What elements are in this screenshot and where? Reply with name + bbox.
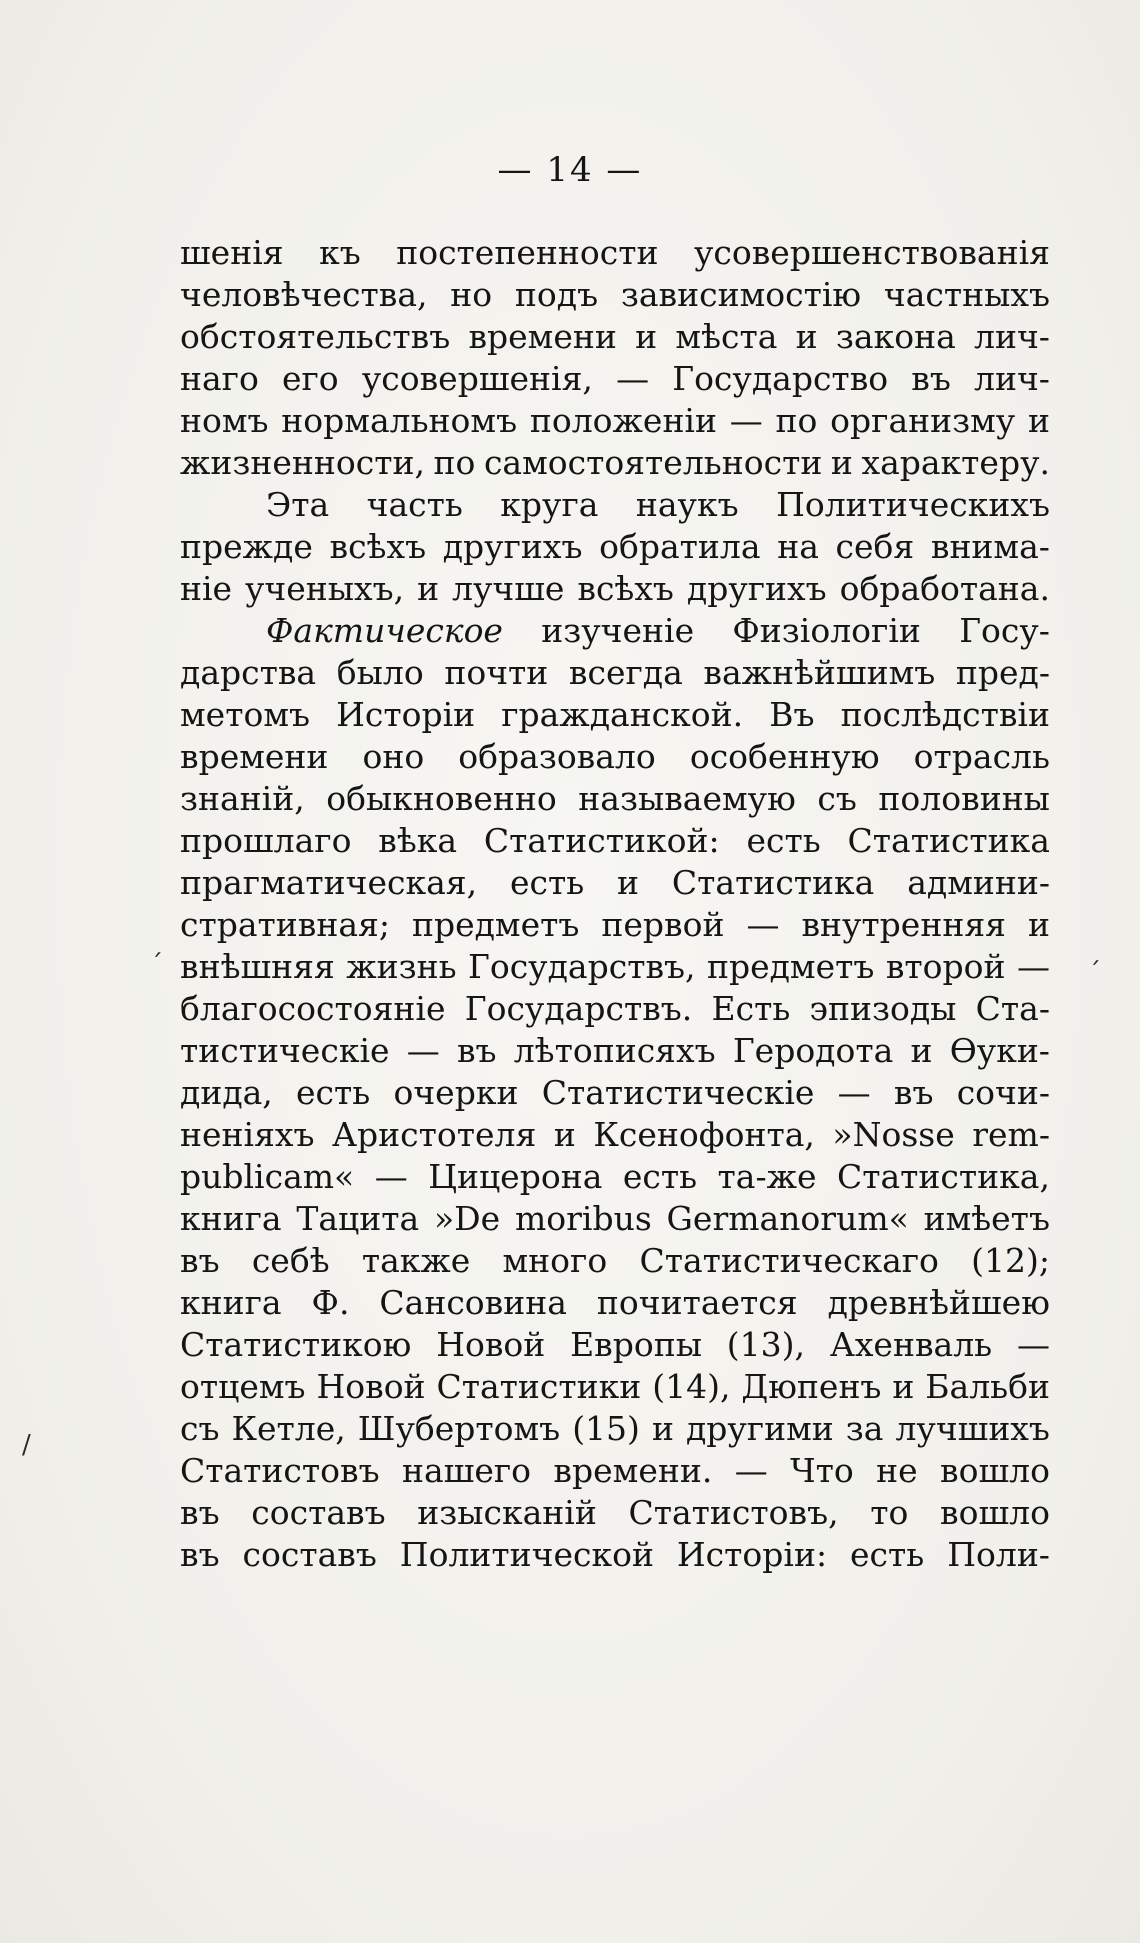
word: Статистика [847, 821, 1050, 860]
word: себѣ [251, 1241, 330, 1280]
word: есть [622, 1157, 698, 1196]
word: — [374, 1157, 408, 1196]
word: гражданской. [501, 695, 744, 734]
word: въ [456, 1031, 497, 1070]
word: Ахенваль [829, 1325, 993, 1364]
word: въ [911, 359, 951, 398]
word: админи- [907, 863, 1050, 902]
text-line [180, 694, 1050, 736]
word: вѣка [378, 821, 458, 860]
word: Germanorum« [666, 1199, 909, 1238]
word: себя [835, 527, 915, 566]
word: Государство [672, 359, 889, 398]
word: организму [830, 401, 1016, 440]
word: rem- [972, 1115, 1050, 1154]
word: и [830, 443, 853, 482]
word: Госу- [959, 611, 1050, 650]
word: Политической [399, 1535, 654, 1574]
word: Государствъ, [467, 947, 696, 986]
word: дида, [180, 1073, 273, 1112]
text-line [180, 988, 1050, 1030]
word: жизненности, [180, 443, 425, 482]
word: часть [366, 485, 463, 524]
word: предметъ [411, 905, 580, 944]
word: Эта [266, 485, 330, 524]
word: и [553, 1115, 576, 1154]
word: зависимостію [620, 275, 862, 314]
text-line [180, 652, 1050, 694]
text-line [180, 1282, 1050, 1324]
text-line [180, 1408, 1050, 1450]
word: Поли- [947, 1535, 1050, 1574]
word: лучше [452, 569, 565, 608]
text-line [180, 358, 1050, 400]
word: — [734, 1451, 768, 1490]
word: прагматическая, [180, 863, 478, 902]
word: его [281, 359, 339, 398]
word: прежде [180, 527, 313, 566]
word: почти [444, 653, 549, 692]
word: внутренняя [801, 905, 1006, 944]
word: особенную [689, 737, 880, 776]
word: но [450, 275, 493, 314]
word: и [795, 317, 818, 356]
word: Статистика [671, 863, 875, 902]
word: — [1016, 947, 1050, 986]
word: Статистовъ, [628, 1493, 839, 1532]
word: Сансовина [379, 1283, 567, 1322]
word: Шубертомъ [357, 1409, 561, 1448]
word: и [1027, 401, 1050, 440]
word: — [406, 1031, 440, 1070]
word: и [1027, 905, 1050, 944]
word: изысканій [417, 1493, 597, 1532]
word: внѣшняя [180, 947, 335, 986]
word: и [651, 1409, 674, 1448]
word: прошлаго [180, 821, 352, 860]
word: также [361, 1241, 471, 1280]
text-line [180, 1534, 1050, 1576]
text-line [180, 1030, 1050, 1072]
word: Ста- [975, 989, 1050, 1028]
text-line [180, 274, 1050, 316]
word: Исторіи: [676, 1535, 828, 1574]
word: publicam« [180, 1157, 355, 1196]
word: Политическихъ [776, 485, 1050, 524]
word: постепенности [396, 233, 659, 272]
word: Статистическіе [541, 1073, 815, 1112]
word: подъ [514, 275, 599, 314]
word: всегда [568, 653, 683, 692]
word: усовершенствованія [693, 233, 1050, 272]
text-line [180, 778, 1050, 820]
word: то [870, 1493, 909, 1532]
word: метомъ [180, 695, 310, 734]
word: и [910, 1031, 933, 1070]
word: въ [180, 1535, 220, 1574]
margin-mark-slash: / [22, 1430, 31, 1460]
word: второй [885, 947, 1006, 986]
word: круга [500, 485, 599, 524]
word: Физіологіи [732, 611, 921, 650]
word: »De [433, 1199, 501, 1238]
word: Статистикою [180, 1325, 412, 1364]
text-line [180, 484, 1050, 526]
word: лучшихъ [895, 1409, 1050, 1448]
text-line [180, 1450, 1050, 1492]
word: важнѣйшимъ [703, 653, 936, 692]
text-line [180, 316, 1050, 358]
word: всѣхъ [577, 569, 674, 608]
word: отцемъ [180, 1367, 306, 1406]
word: Ѳуки- [949, 1031, 1050, 1070]
text-line [180, 442, 1050, 484]
text-line [180, 526, 1050, 568]
word: частныхъ [883, 275, 1050, 314]
text-line [180, 820, 1050, 862]
word: наукъ [635, 485, 739, 524]
word: было [336, 653, 424, 692]
word: Есть [711, 989, 791, 1028]
word: — [746, 905, 780, 944]
text-line [180, 1492, 1050, 1534]
text-line [180, 736, 1050, 778]
word: Въ [769, 695, 815, 734]
word: не [876, 1451, 918, 1490]
word: Тацита [296, 1199, 420, 1238]
word: Кетле, [231, 1409, 346, 1448]
word: къ [319, 233, 361, 272]
margin-mark-right: ´ [1088, 958, 1101, 988]
word: и [417, 569, 440, 608]
text-line [180, 610, 1050, 652]
word: благосостояніе [180, 989, 446, 1028]
word: — [616, 359, 650, 398]
word: нашего [402, 1451, 532, 1490]
word: эпизоды [809, 989, 957, 1028]
word: и [892, 1367, 915, 1406]
word: Исторіи [336, 695, 476, 734]
word: изученіе [541, 611, 695, 650]
text-line [180, 400, 1050, 442]
text-line [180, 1114, 1050, 1156]
word: усовершенія, [361, 359, 593, 398]
word: лич- [974, 317, 1050, 356]
word: moribus [514, 1199, 652, 1238]
word: имѣетъ [923, 1199, 1050, 1238]
word: есть [746, 821, 821, 860]
word: Аристотеля [332, 1115, 537, 1154]
word: Геродота [732, 1031, 894, 1070]
word: Дюпенъ [741, 1367, 882, 1406]
word: та-же [717, 1157, 817, 1196]
word: Новой [316, 1367, 426, 1406]
word: Фактическое [266, 611, 503, 650]
text-line [180, 1156, 1050, 1198]
word: очерки [393, 1073, 519, 1112]
word: сочи- [956, 1073, 1050, 1112]
word: (13), [726, 1325, 806, 1364]
word: по [775, 401, 818, 440]
text-line [180, 1072, 1050, 1114]
word: Ф. [311, 1283, 350, 1322]
word: другихъ [686, 569, 827, 608]
word: Цицерона [428, 1157, 603, 1196]
word: первой [601, 905, 725, 944]
text-line [180, 862, 1050, 904]
word: лѣтописяхъ [513, 1031, 716, 1070]
word: — [837, 1073, 871, 1112]
word: Статистовъ [180, 1451, 380, 1490]
word: образовало [458, 737, 656, 776]
text-line [180, 1198, 1050, 1240]
word: (12); [971, 1241, 1050, 1280]
word: есть [509, 863, 585, 902]
word: номъ [180, 401, 269, 440]
word: тистическіе [180, 1031, 390, 1070]
word: всѣхъ [329, 527, 427, 566]
word: есть [850, 1535, 925, 1574]
word: оно [362, 737, 425, 776]
text-line [180, 904, 1050, 946]
word: въ [893, 1073, 934, 1112]
text-line [180, 1324, 1050, 1366]
word: времени [468, 317, 617, 356]
word: и [617, 863, 640, 902]
word: другихъ [442, 527, 583, 566]
word: на [777, 527, 819, 566]
word: (15) [572, 1409, 640, 1448]
word: шенія [180, 233, 284, 272]
word: нормальномъ [281, 401, 518, 440]
word: пред- [955, 653, 1050, 692]
body-text [180, 232, 1050, 1576]
word: времени. [553, 1451, 713, 1490]
word: Бальби [925, 1367, 1050, 1406]
word: обстоятельствъ [180, 317, 451, 356]
word: человѣчества, [180, 275, 428, 314]
text-line [180, 1366, 1050, 1408]
word: внима- [930, 527, 1050, 566]
word: по [433, 443, 476, 482]
word: въ [180, 1241, 220, 1280]
word: »Nosse [832, 1115, 955, 1154]
word: съ [180, 1409, 220, 1448]
word: — [729, 401, 763, 440]
word: почитается [596, 1283, 798, 1322]
word: — [1016, 1325, 1050, 1364]
word: книга [180, 1283, 282, 1322]
word: лич- [974, 359, 1050, 398]
word: другими [685, 1409, 834, 1448]
text-line [180, 1240, 1050, 1282]
margin-mark-left: ´ [150, 950, 163, 980]
word: составъ [242, 1535, 377, 1574]
text-line [180, 232, 1050, 274]
word: послѣдствіи [840, 695, 1050, 734]
word: ученыхъ, [245, 569, 405, 608]
word: и [635, 317, 658, 356]
word: обратила [599, 527, 761, 566]
word: много [502, 1241, 608, 1280]
word: времени [180, 737, 329, 776]
word: обработана. [839, 569, 1050, 608]
word: положеніи [529, 401, 717, 440]
word: называемую [578, 779, 796, 818]
text-line [180, 946, 1050, 988]
word: вошло [940, 1451, 1050, 1490]
word: обыкновенно [326, 779, 557, 818]
word: Что [790, 1451, 854, 1490]
word: вошло [940, 1493, 1050, 1532]
word: жизнь [346, 947, 457, 986]
word: стративная; [180, 905, 390, 944]
word: составъ [251, 1493, 386, 1532]
word: характеру. [861, 443, 1050, 482]
word: закона [835, 317, 956, 356]
word: книга [180, 1199, 282, 1238]
word: неніяхъ [180, 1115, 315, 1154]
word: знаній, [180, 779, 305, 818]
word: въ [180, 1493, 220, 1532]
word: половины [878, 779, 1050, 818]
word: Статистическаго [639, 1241, 939, 1280]
word: за [845, 1409, 884, 1448]
word: Статистики [436, 1367, 642, 1406]
word: самостоятельности [483, 443, 823, 482]
page-number: — 14 — [497, 150, 643, 190]
word: мѣста [675, 317, 778, 356]
text-line [180, 568, 1050, 610]
word: Статистикой: [483, 821, 720, 860]
word: наго [180, 359, 259, 398]
word: дарства [180, 653, 317, 692]
word: Статистика, [836, 1157, 1050, 1196]
word: Государствъ. [464, 989, 693, 1028]
word: отрасль [913, 737, 1050, 776]
word: Европы [570, 1325, 702, 1364]
word: предметъ [706, 947, 875, 986]
word: (14), [652, 1367, 731, 1406]
word: есть [296, 1073, 371, 1112]
word: съ [817, 779, 857, 818]
word: ніе [180, 569, 233, 608]
word: Новой [436, 1325, 546, 1364]
word: Ксенофонта, [593, 1115, 815, 1154]
word: древнѣйшею [827, 1283, 1050, 1322]
